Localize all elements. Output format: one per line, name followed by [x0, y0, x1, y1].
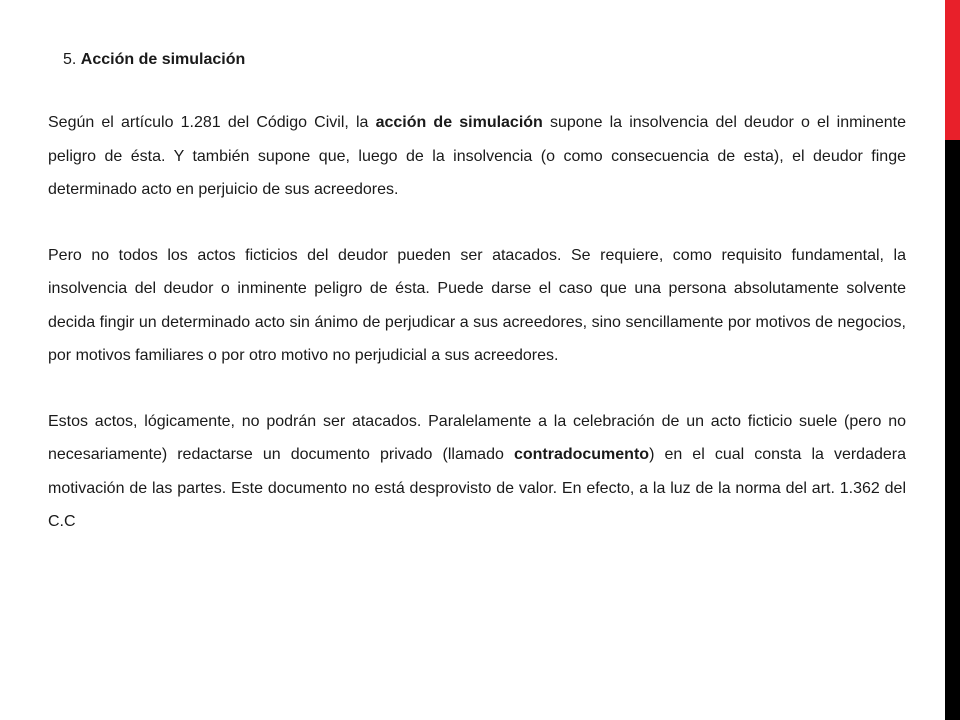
- paragraph-3-bold: contradocumento: [513, 446, 650, 463]
- paragraph-1: [48, 106, 906, 207]
- paragraph-3: [48, 405, 906, 539]
- heading-number: 5.: [63, 51, 81, 68]
- paragraph-2: [48, 239, 906, 373]
- body-text: [48, 106, 906, 539]
- side-bar-red: [945, 0, 960, 140]
- paragraph-1-text-b: supone la insolvencia del deudor o el inminente peligro de ésta. Y también supone que, luego de la insolvencia (o como consecuencia de esta), el deudor finge determinado acto en perjuicio de sus acreedores.: [48, 114, 907, 198]
- paragraph-2-text: Pero no todos los actos ficticios del deudor pueden ser atacados. Se requiere, como requisito fundamental, la insolvencia del deudor o inminente peligro de ésta. Puede darse el caso que una persona absolutamente solvente decida fingir un determinado acto sin ánimo de perjudicar a sus acreedores, sino sencillamente por motivos de negocios, por motivos familiares o por otro motivo no perjudicial a sus acreedores.: [48, 246, 906, 364]
- paragraph-1-text-a: Según el artículo 1.281 del Código Civil, la: [48, 114, 376, 131]
- paragraph-3-text-b: ) en el cual consta la verdadera motivación de las partes. Este documento no está desprovisto de valor. En efecto, a la luz de la norma del art. 1.362 del C.C: [48, 446, 907, 530]
- paragraph-1-bold: acción de simulación: [375, 114, 543, 131]
- section-heading: [63, 50, 245, 70]
- paragraph-3-text-a: Estos actos, lógicamente, no podrán ser atacados. Paralelamente a la celebración de un acto ficticio suele (pero no necesariamente) redactarse un documento privado (llamado: [48, 412, 906, 463]
- heading-title: Acción de simulación: [80, 51, 246, 68]
